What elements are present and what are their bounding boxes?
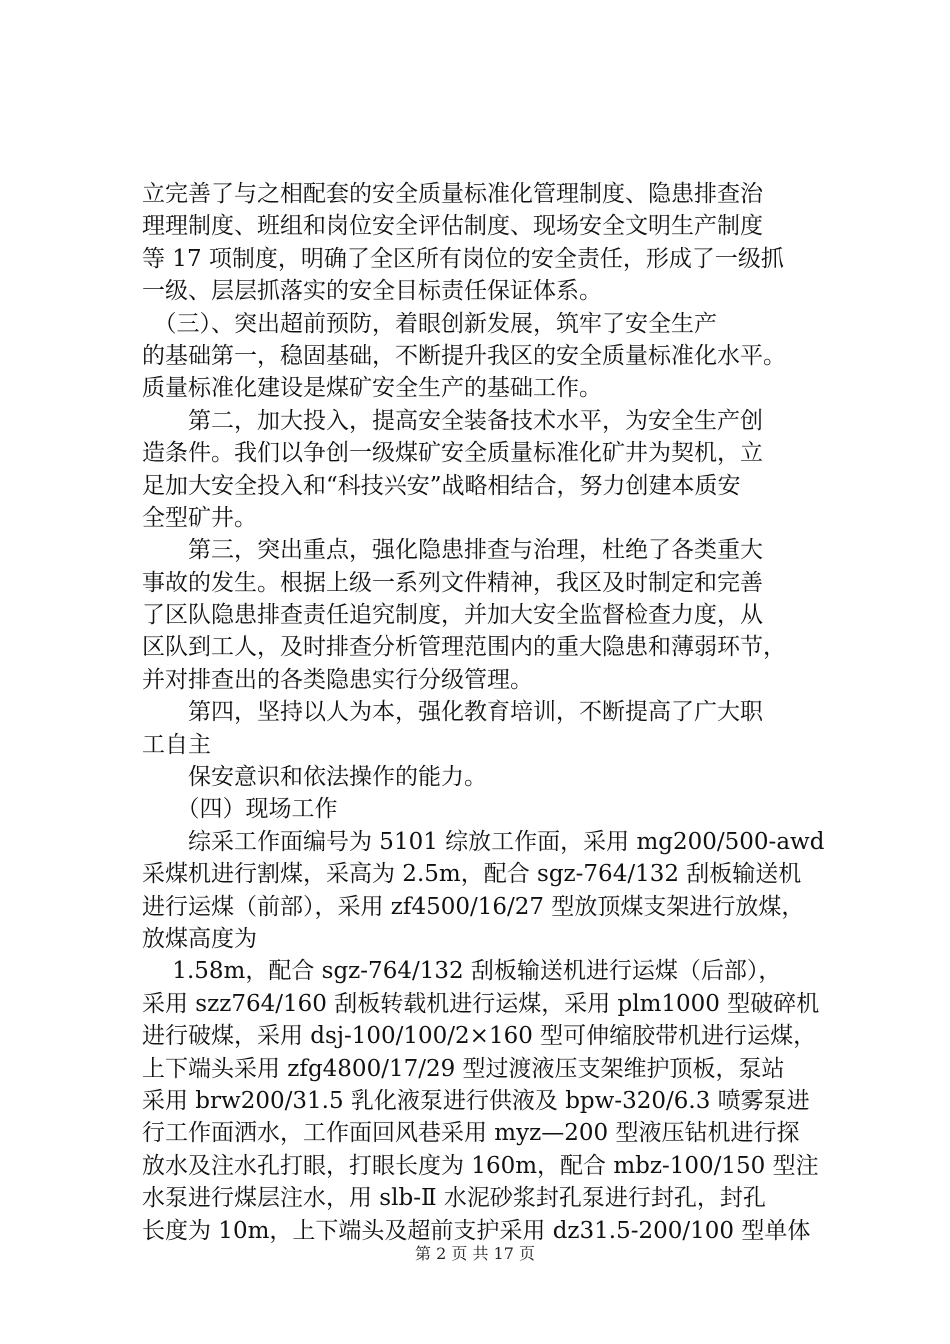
text-line: 第三，突出重点，强化隐患排查与治理，杜绝了各类重大 bbox=[142, 537, 763, 564]
page-footer: 第 2 页 共 17 页 bbox=[415, 1244, 535, 1263]
text-line: 进行破煤，采用 dsj-100/100/2×160 型可伸缩胶带机进行运煤， bbox=[142, 1023, 817, 1050]
text-line: 的基础第一，稳固基础，不断提升我区的安全质量标准化水平。 bbox=[142, 342, 786, 369]
text-line: 足加大安全投入和“科技兴安”战略相结合，努力创建本质安 bbox=[142, 472, 741, 499]
text-line: 理理制度、班组和岗位安全评估制度、现场安全文明生产制度 bbox=[142, 213, 763, 240]
text-line: 综采工作面编号为 5101 综放工作面，采用 mg200/500-awd bbox=[142, 828, 825, 855]
text-line: 立完善了与之相配套的安全质量标准化管理制度、隐患排查治 bbox=[142, 181, 763, 207]
text-line: （四）现场工作 bbox=[142, 796, 338, 823]
text-line: 了区队隐患排查责任追究制度，并加大安全监督检查力度，从 bbox=[142, 602, 763, 629]
text-line: 采煤机进行割煤，采高为 2.5m，配合 sgz-764/132 刮板输送机 bbox=[142, 861, 802, 888]
text-line: 并对排查出的各类隐患实行分级管理。 bbox=[142, 666, 533, 693]
text-line: 造条件。我们以争创一级煤矿安全质量标准化矿井为契机，立 bbox=[142, 440, 763, 467]
body-text bbox=[142, 178, 842, 1247]
text-line: 第四，坚持以人为本，强化教育培训，不断提高了广大职 bbox=[142, 699, 763, 726]
text-line: 区队到工人，及时排查分析管理范围内的重大隐患和薄弱环节， bbox=[142, 634, 786, 661]
text-line: 1.58m，配合 sgz-764/132 刮板输送机进行运煤（后部）， bbox=[142, 958, 782, 985]
text-line: 进行运煤（前部），采用 zf4500/16/27 型放顶煤支架进行放煤， bbox=[142, 893, 805, 920]
text-line: 保安意识和依法操作的能力。 bbox=[142, 764, 487, 791]
text-line: 放煤高度为 bbox=[142, 925, 257, 952]
text-line: 全型矿井。 bbox=[142, 504, 257, 531]
text-line: 一级、层层抓落实的安全目标责任保证体系。 bbox=[142, 278, 602, 305]
text-line: 放水及注水孔打眼，打眼长度为 160m，配合 mbz-100/150 型注 bbox=[142, 1152, 819, 1179]
text-line: 采用 brw200/31.5 乳化液泵进行供液及 bpw-320/6.3 喷雾泵进 bbox=[142, 1087, 810, 1114]
text-line: 行工作面洒水，工作面回风巷采用 myz—200 型液压钻机进行探 bbox=[142, 1120, 800, 1147]
text-line: 质量标准化建设是煤矿安全生产的基础工作。 bbox=[142, 375, 602, 402]
text-line: 事故的发生。根据上级一系列文件精神，我区及时制定和完善 bbox=[142, 569, 763, 596]
text-line: （三）、突出超前预防，着眼创新发展，筑牢了安全生产 bbox=[142, 310, 717, 337]
text-line: 上下端头采用 zfg4800/17/29 型过渡液压支架维护顶板，泵站 bbox=[142, 1055, 785, 1082]
text-line: 等 17 项制度，明确了全区所有岗位的安全责任，形成了一级抓 bbox=[142, 245, 784, 272]
text-line: 工自主 bbox=[142, 731, 211, 758]
text-line: 采用 szz764/160 刮板转载机进行运煤，采用 plm1000 型破碎机 bbox=[142, 990, 820, 1017]
text-line: 水泵进行煤层注水，用 slb-Ⅱ 水泥砂浆封孔泵进行封孔，封孔 bbox=[142, 1185, 766, 1212]
text-line: 长度为 10m，上下端头及超前支护采用 dz31.5-200/100 型单体 bbox=[142, 1217, 811, 1244]
text-line: 第二，加大投入，提高安全装备技术水平，为安全生产创 bbox=[142, 407, 763, 434]
